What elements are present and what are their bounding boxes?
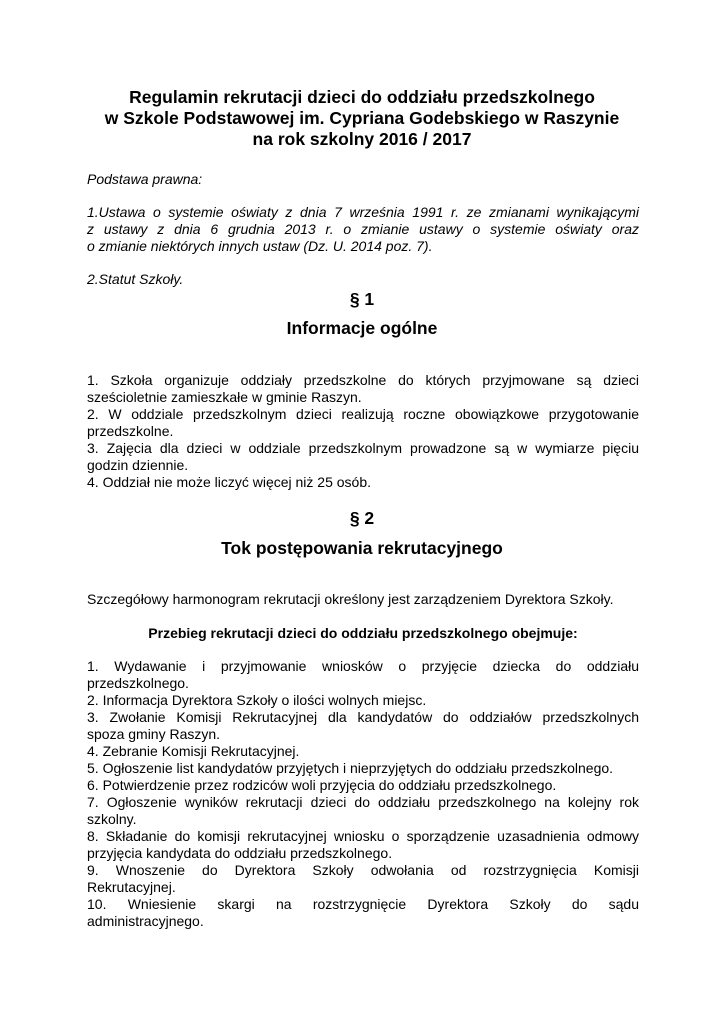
section-2-number: § 2 [349,508,375,528]
section-2-line: 3. Zwołanie Komisji Rekrutacyjnej dla kandydatów do oddziałów przedszkolnych [87,709,639,725]
document-title [70,87,654,150]
section-2-line: przedszkolnego. [87,675,189,691]
section-1-heading: Informacje ogólne [286,318,438,338]
section-1-line: 3. Zajęcia dla dzieci w oddziale przedszkolnym prowadzone są w wymiarze pięciu [87,440,639,456]
section-2-line: przyjęcia kandydata do oddziału przedszkolnego. [87,845,393,861]
title-line-1: Regulamin rekrutacji dzieci do oddziału przedszkolnego [129,87,595,107]
legal-basis-item-1-line-3: o zmianie niektórych innych ustaw (Dz. U. 2014 poz. 7). [87,238,433,254]
section-2-line: Rekrutacyjnej. [87,879,176,895]
section-1-body [87,372,639,491]
section-1-line: 1. Szkoła organizuje oddziały przedszkolne do których przyjmowane są dzieci [87,372,639,388]
legal-basis-item-1-line-2: z ustawy z dnia 6 grudnia 2013 r. o zmianie ustawy o systemie oświaty oraz [87,221,639,237]
section-2-line: 10. Wniesienie skargi na rozstrzygnięcie Dyrektora Szkoły do sądu [87,896,639,912]
section-1-line: przedszkolne. [87,423,174,439]
section-2-line: szkolny. [87,811,137,827]
legal-basis-label: Podstawa prawna: [87,171,203,187]
section-1-number: § 1 [349,289,375,309]
section-2-line: 6. Potwierdzenie przez rodziców woli przyjęcia do oddziału przedszkolnego. [87,777,557,793]
section-2-line: 4. Zebranie Komisji Rekrutacyjnej. [87,743,300,759]
section-2-line: 1. Wydawanie i przyjmowanie wniosków o przyjęcie dziecka do oddziału [87,658,639,674]
section-1-line: godzin dziennie. [87,457,189,473]
section-1-line: sześcioletnie zamieszkałe w gminie Raszyn. [87,389,362,405]
legal-basis-item-1 [87,204,639,255]
section-2-heading: Tok postępowania rekrutacyjnego [221,538,503,558]
section-2-line: 8. Składanie do komisji rekrutacyjnej wniosku o sporządzenie uzasadnienia odmowy [87,828,639,844]
legal-basis-item-2: 2.Statut Szkoły. [87,271,184,287]
title-line-2: w Szkole Podstawowej im. Cypriana Godebskiego w Raszynie [104,108,620,128]
section-2-line: 7. Ogłoszenie wyników rekrutacji dzieci do oddziału przedszkolnego na kolejny rok [87,794,639,810]
legal-basis-item-1-line-1: 1.Ustawa o systemie oświaty z dnia 7 września 1991 r. ze zmianami wynikającymi [87,204,639,220]
section-2-line: administracyjnego. [87,913,204,929]
section-2-line: spoza gminy Raszyn. [87,726,221,742]
title-line-3: na rok szkolny 2016 / 2017 [252,129,472,149]
section-2-line: 9. Wnoszenie do Dyrektora Szkoły odwołania od rozstrzygnięcia Komisji [87,862,639,878]
section-2-line: 5. Ogłoszenie list kandydatów przyjętych i nieprzyjętych do oddziału przedszkolnego. [87,760,614,776]
section-2-line: 2. Informacja Dyrektora Szkoły o ilości wolnych miejsc. [87,692,427,708]
section-1-line: 4. Oddział nie może liczyć więcej niż 25 osób. [87,474,372,490]
section-2-list [87,658,639,930]
section-2-subheading: Przebieg rekrutacji dzieci do oddziału przedszkolnego obejmuje: [148,625,578,641]
section-2-intro: Szczegółowy harmonogram rekrutacji określony jest zarządzeniem Dyrektora Szkoły. [87,591,614,607]
section-1-line: 2. W oddziale przedszkolnym dzieci realizują roczne obowiązkowe przygotowanie [87,406,639,422]
